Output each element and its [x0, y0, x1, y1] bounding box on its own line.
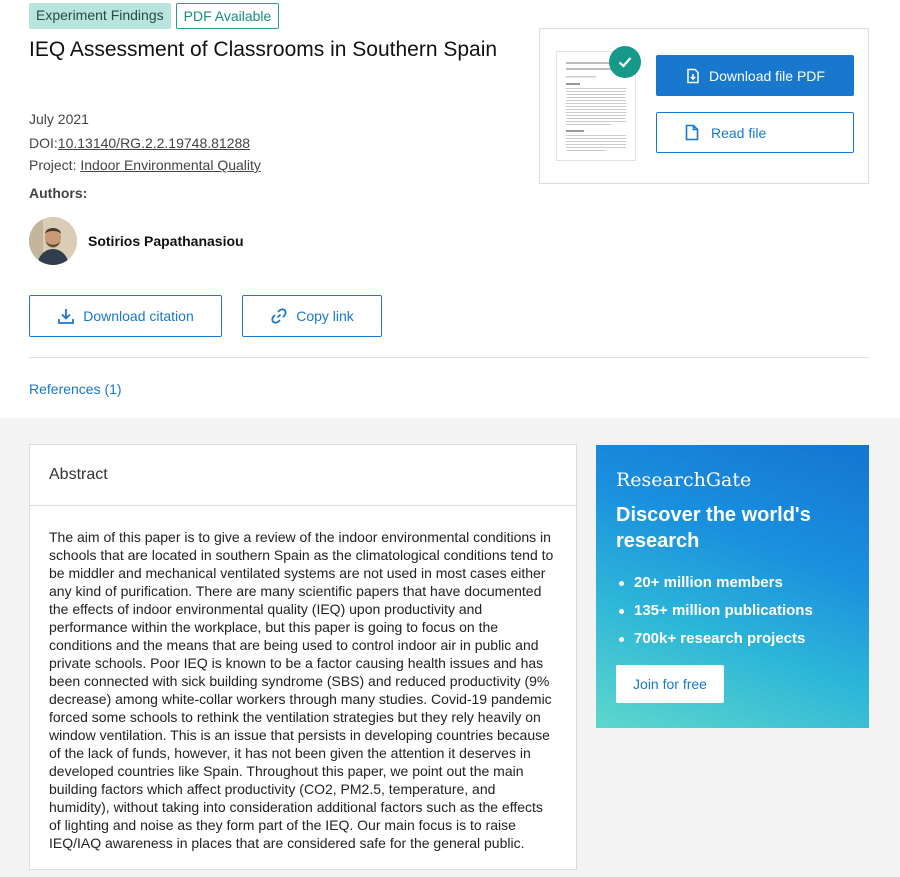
page-title: IEQ Assessment of Classrooms in Southern Spain: [29, 38, 498, 61]
authors-label: Authors:: [29, 185, 88, 201]
researchgate-logo: ResearchGate: [616, 469, 752, 491]
researchgate-promo: [596, 445, 869, 728]
promo-stat-item: 20+ million members: [616, 569, 813, 597]
pdf-available-badge: PDF Available: [176, 3, 280, 29]
download-icon: [57, 307, 75, 325]
link-icon: [270, 307, 288, 325]
download-citation-label: Download citation: [83, 308, 194, 324]
copy-link-label: Copy link: [296, 308, 354, 324]
join-for-free-button[interactable]: Join for free: [616, 665, 724, 703]
doi-line: [29, 135, 250, 151]
author-name[interactable]: Sotirios Papathanasiou: [88, 233, 244, 249]
abstract-card: [29, 444, 577, 870]
project-link[interactable]: Indoor Environmental Quality: [80, 157, 261, 173]
publication-date: July 2021: [29, 111, 89, 127]
copy-link-button[interactable]: [242, 295, 382, 337]
check-icon: [609, 46, 641, 78]
doi-link[interactable]: 10.13140/RG.2.2.19748.81288: [57, 135, 251, 151]
download-pdf-button[interactable]: [656, 55, 854, 96]
avatar[interactable]: [29, 217, 77, 265]
abstract-heading: Abstract: [30, 445, 576, 506]
read-file-button[interactable]: [656, 112, 854, 153]
doi-label: DOI:: [29, 135, 58, 151]
section-divider: [29, 357, 869, 358]
tab-references[interactable]: References (1): [29, 381, 122, 397]
project-label: Project:: [29, 157, 77, 173]
promo-heading: Discover the world's research: [616, 504, 811, 552]
avatar-photo-icon: [29, 217, 77, 265]
promo-stat-item: 135+ million publications: [616, 597, 813, 625]
type-badge: Experiment Findings: [29, 3, 171, 29]
project-line: [29, 157, 261, 173]
file-icon: [685, 124, 699, 141]
abstract-text: The aim of this paper is to give a review of the indoor environmental conditions in schools that are located in southern Spain as the climatological conditions tend to be middler and mechanical ventilated systems are not used in most cases either any kind of purification. There are many scientific papers that have documented the effects of indoor environmental quality (IEQ) upon productivity and performance within the workplace, but this paper is going to focus on the conditions and the means that are being used to control indoor air in public and private schools. Poor IEQ is known to be a factor causing health issues and has been connected with sick building syndrome (SBS) and reduced productivity (9% decrease) among white-collar workers through many studies. Covid-19 pandemic forced some schools to rethink the ventilation strategies but they rely heavily on window ventilation. This is an issue that persists in developing countries because of the lack of funds, however, it has not been given the attention it deserves in developed countries like Spain. Throughout this paper, we point out the main building factors which affect productivity (CO2, PM2.5, temperature, and humidity), without taking into consideration additional factors such as the effects of lighting and noise as they form part of the IEQ. Our main focus is to raise IEQ/IAQ awareness in places that are considered safe for the general public.: [49, 529, 554, 851]
file-download-icon: [685, 68, 701, 84]
download-pdf-label: Download file PDF: [709, 67, 825, 84]
read-file-label: Read file: [711, 124, 767, 141]
pdf-panel: [539, 28, 869, 184]
badge-row: [29, 3, 279, 29]
download-citation-button[interactable]: [29, 295, 222, 337]
promo-stats: [616, 569, 813, 653]
promo-stat-item: 700k+ research projects: [616, 625, 813, 653]
